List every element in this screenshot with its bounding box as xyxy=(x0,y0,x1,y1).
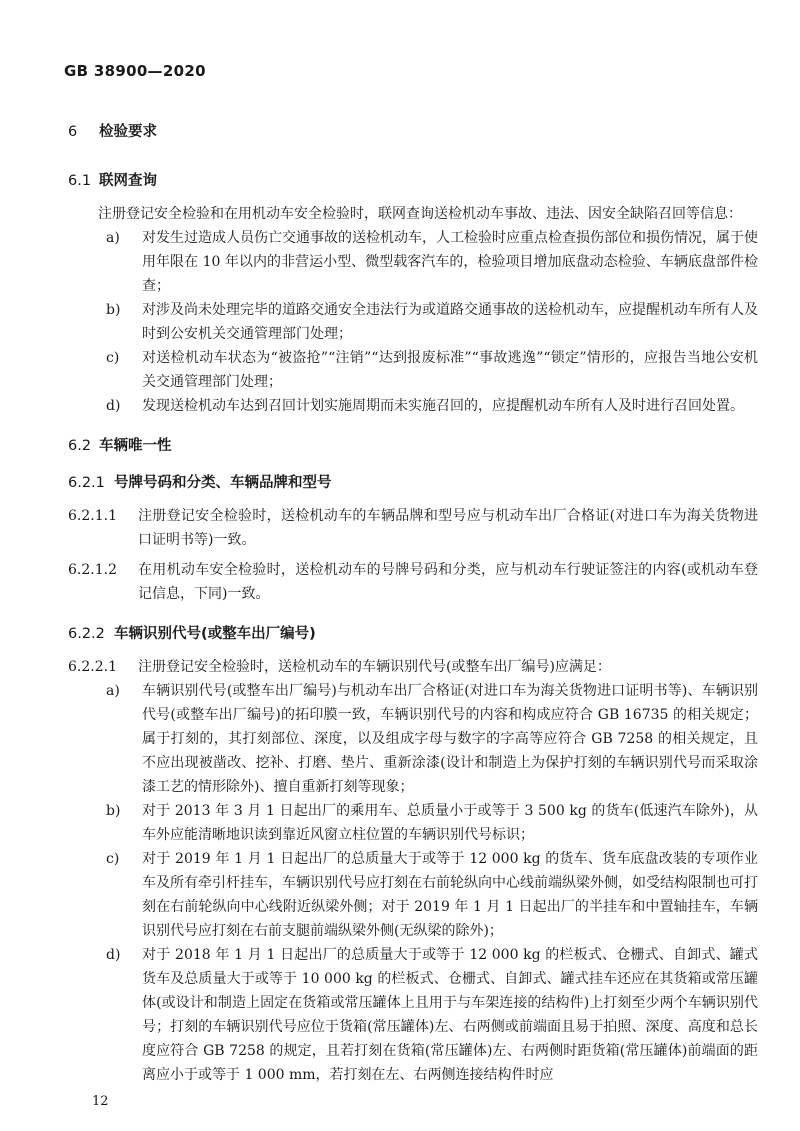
list-item xyxy=(68,799,758,847)
item-label: b) xyxy=(106,302,121,318)
clause-number: 6.2.2.1 xyxy=(68,659,117,675)
clause-6-2-2-1 xyxy=(68,655,758,679)
item-label: d) xyxy=(106,398,121,414)
section-6-1-heading xyxy=(68,169,758,190)
page-number: 12 xyxy=(92,1094,109,1109)
item-text: 对于 2019 年 1 月 1 日起出厂的总质量大于或等于 12 000 kg 的货车、货车底盘改装的专项作业车及所有牵引杆挂车，车辆识别代号应打刻在右前轮纵向中心线前端纵梁外侧，如受结构限制也可打刻在右前轮纵向中心线附近纵梁外侧；对于 2019 年 1 月 1 日起出厂的半挂车和中置轴挂车，车辆识别代号应打刻在右前支腿前端纵梁外侧(无纵梁的除外)； xyxy=(142,851,758,939)
clause-text: 注册登记安全检验时，送检机动车的车辆品牌和型号应与机动车出厂合格证(对进口车为海关货物进口证明书等)一致。 xyxy=(138,508,758,548)
section-6-2-1-heading xyxy=(68,471,758,492)
clause-number: 6.2.1.1 xyxy=(68,508,117,524)
section-6-2-2-heading xyxy=(68,622,758,643)
section-title: 车辆识别代号(或整车出厂编号) xyxy=(114,626,316,642)
list-item xyxy=(68,226,758,298)
section-number: 6 xyxy=(68,124,78,140)
standard-number: GB 38900—2020 xyxy=(64,62,206,80)
item-label: b) xyxy=(106,803,121,819)
list-item xyxy=(68,679,758,799)
list-item xyxy=(68,394,758,418)
list-item xyxy=(68,346,758,394)
item-label: d) xyxy=(106,947,121,963)
clause-text: 在用机动车安全检验时，送检机动车的号牌号码和分类，应与机动车行驶证签注的内容(或机动车登记信息，下同)一致。 xyxy=(138,562,758,602)
section-number: 6.2 xyxy=(68,438,92,454)
section-title: 联网查询 xyxy=(99,173,157,189)
section-number: 6.1 xyxy=(68,173,92,189)
section-title: 号牌号码和分类、车辆品牌和型号 xyxy=(114,475,332,491)
item-label: c) xyxy=(106,851,120,867)
item-label: c) xyxy=(106,350,120,366)
section-number: 6.2.1 xyxy=(68,475,105,491)
item-text: 对于 2018 年 1 月 1 日起出厂的总质量大于或等于 12 000 kg 的栏板式、仓栅式、自卸式、罐式货车及总质量大于或等于 10 000 kg 的栏板式、仓栅式、自卸式、罐式挂车还应在其货箱或常压罐体(或设计和制造上固定在货箱或常压罐体上且用于与车架连接的结构件)上打刻至少两个车辆识别代号；打刻的车辆识别代号应位于货箱(常压罐体)左、右两侧或前端面且易于拍照、深度、高度和总长度应符合 GB 7258 的规定，且若打刻在货箱(常压罐体)左、右两侧时距货箱(常压罐体)前端面的距离应小于或等于 1 000 mm，若打刻在左、右两侧连接结构件时应 xyxy=(142,947,758,1083)
item-text: 对送检机动车状态为“被盗抢”“注销”“达到报废标准”“事故逃逸”“锁定”情形的，应报告当地公安机关交通管理部门处理； xyxy=(142,350,758,390)
item-label: a) xyxy=(106,683,120,699)
clause-text: 注册登记安全检验时，送检机动车的车辆识别代号(或整车出厂编号)应满足： xyxy=(138,659,611,675)
list-item xyxy=(68,943,758,1087)
list-item xyxy=(68,847,758,943)
clause-6-2-1-1 xyxy=(68,504,758,552)
list-item xyxy=(68,298,758,346)
section-6-2-heading xyxy=(68,434,758,455)
clause-6-2-1-2 xyxy=(68,558,758,606)
item-text: 对于 2013 年 3 月 1 日起出厂的乘用车、总质量小于或等于 3 500 kg 的货车(低速汽车除外)，从车外应能清晰地识读到靠近风窗立柱位置的车辆识别代号标识； xyxy=(142,803,758,843)
document-body xyxy=(68,120,758,1087)
item-label: a) xyxy=(106,230,120,246)
item-text: 发现送检机动车达到召回计划实施周期而未实施召回的，应提醒机动车所有人及时进行召回处置。 xyxy=(142,398,744,414)
section-6-1-intro: 注册登记安全检验和在用机动车安全检验时，联网查询送检机动车事故、违法、因安全缺陷召回等信息： xyxy=(98,206,742,222)
section-6-heading xyxy=(68,120,758,141)
clause-number: 6.2.1.2 xyxy=(68,562,117,578)
item-text: 对发生过造成人员伤亡交通事故的送检机动车，人工检验时应重点检查损伤部位和损伤情况，属于使用年限在 10 年以内的非营运小型、微型载客汽车的，检验项目增加底盘动态检验、车辆底盘部件检查； xyxy=(142,230,758,294)
section-number: 6.2.2 xyxy=(68,626,105,642)
section-title: 车辆唯一性 xyxy=(99,438,172,454)
item-text: 车辆识别代号(或整车出厂编号)与机动车出厂合格证(对进口车为海关货物进口证明书等)、车辆识别代号(或整车出厂编号)的拓印膜一致，车辆识别代号的内容和构成应符合 GB 16735 的相关规定；属于打刻的，其打刻部位、深度，以及组成字母与数字的字高等应符合 GB 7258 的相关规定，且不应出现被凿改、挖补、打磨、垫片、重新涂漆(设计和制造上为保护打刻的车辆识别代号而采取涂漆工艺的情形除外)、擅自重新打刻等现象； xyxy=(142,683,758,795)
section-title: 检验要求 xyxy=(99,124,157,140)
item-text: 对涉及尚未处理完毕的道路交通安全违法行为或道路交通事故的送检机动车，应提醒机动车所有人及时到公安机关交通管理部门处理； xyxy=(142,302,758,342)
